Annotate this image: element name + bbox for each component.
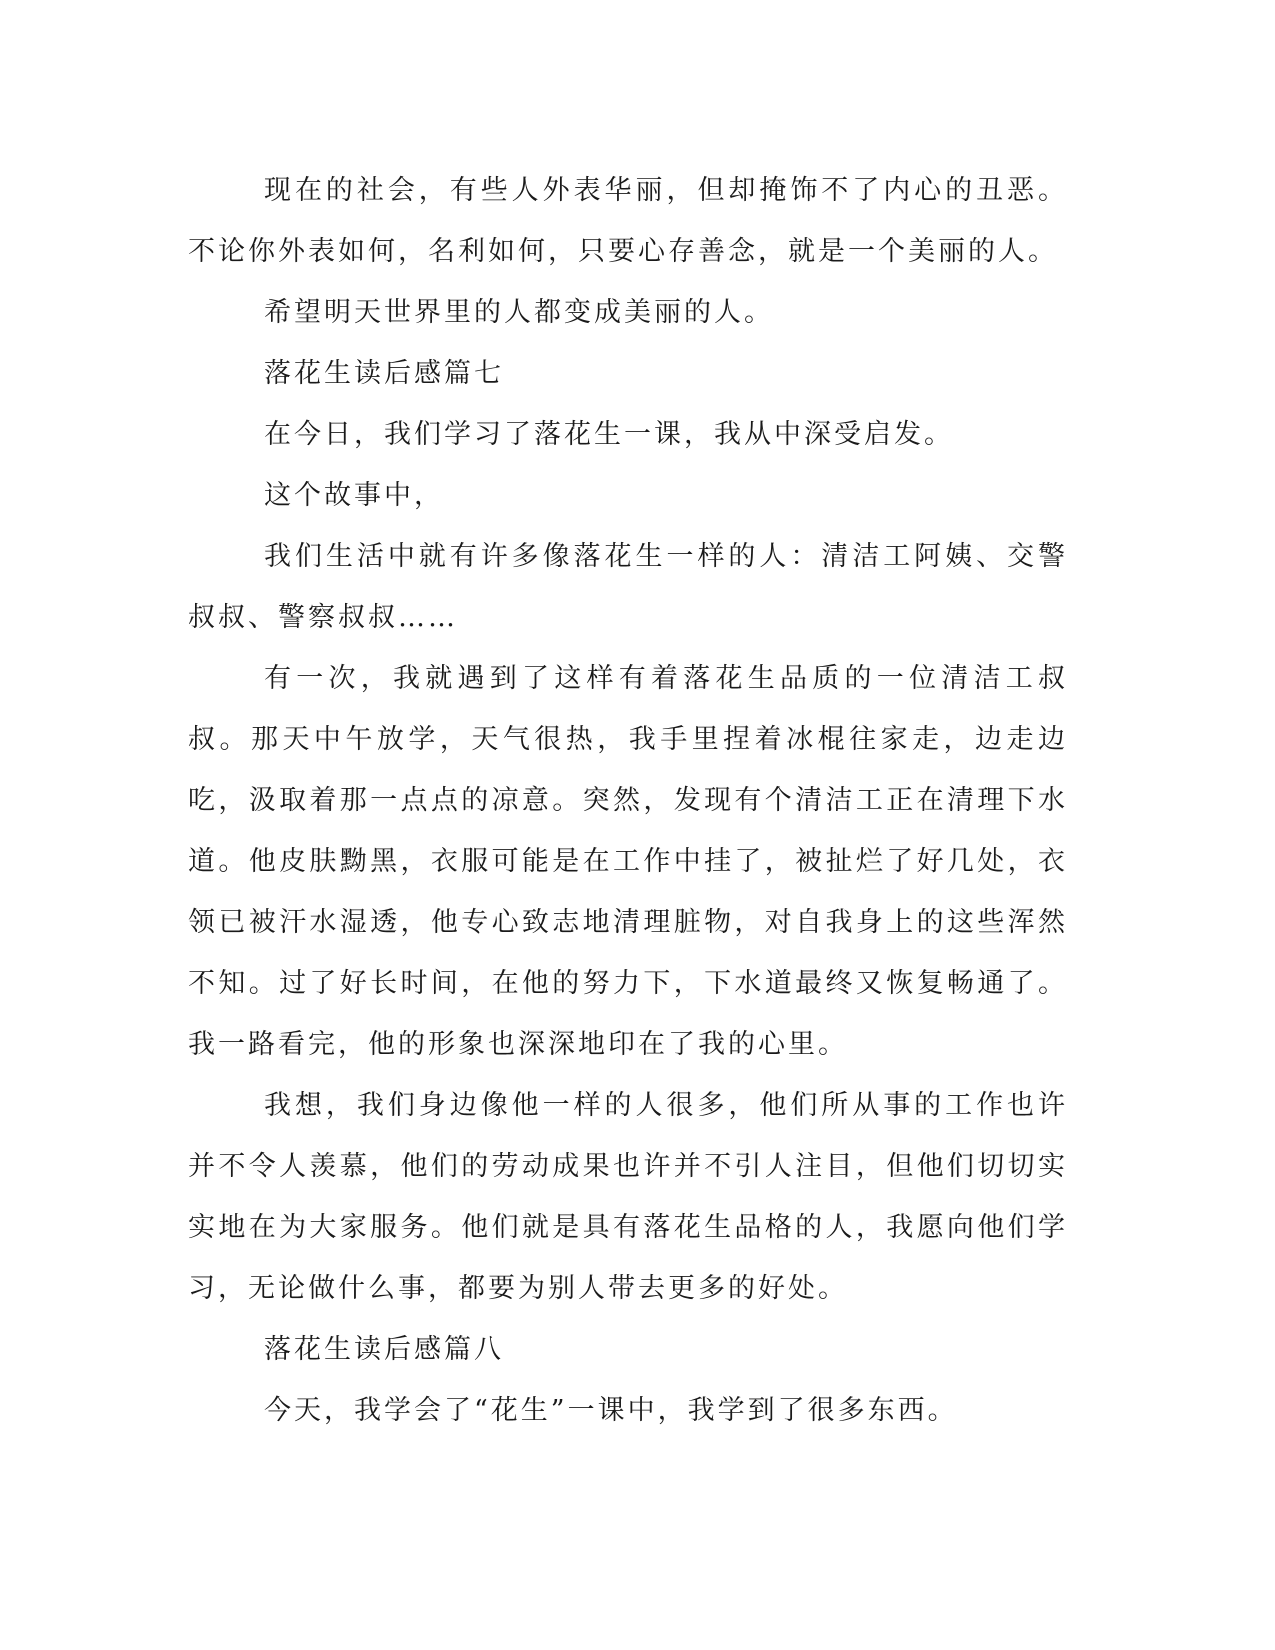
paragraph: 有一次，我就遇到了这样有着落花生品质的一位清洁工叔叔。那天中午放学，天气很热，我手里捏着冰棍往家走，边走边吃，汲取着那一点点的凉意。突然，发现有个清洁工正在清理下水道。他皮肤黝黑，衣服可能是在工作中挂了，被扯烂了好几处，衣领已被汗水湿透，他专心致志地清理脏物，对自我身上的这些浑然不知。过了好长时间，在他的努力下，下水道最终又恢复畅通了。我一路看完，他的形象也深深地印在了我的心里。 <box>188 663 1068 1060</box>
section-heading: 落花生读后感篇八 <box>264 1334 504 1365</box>
paragraph: 在今日，我们学习了落花生一课，我从中深受启发。 <box>264 419 954 450</box>
paragraph: 我想，我们身边像他一样的人很多，他们所从事的工作也许并不令人羡慕，他们的劳动成果也许并不引人注目，但他们切切实实地在为大家服务。他们就是具有落花生品格的人，我愿向他们学习，无论做什么事，都要为别人带去更多的好处。 <box>188 1090 1068 1304</box>
paragraph: 我们生活中就有许多像落花生一样的人：清洁工阿姨、交警叔叔、警察叔叔…… <box>188 541 1068 633</box>
paragraph: 希望明天世界里的人都变成美丽的人。 <box>264 297 774 328</box>
document-body <box>188 160 1068 1441</box>
paragraph: 这个故事中， <box>264 480 444 511</box>
section-heading: 落花生读后感篇七 <box>264 358 504 389</box>
paragraph: 今天，我学会了“花生”一课中，我学到了很多东西。 <box>264 1395 958 1426</box>
paragraph: 现在的社会，有些人外表华丽，但却掩饰不了内心的丑恶。不论你外表如何，名利如何，只要心存善念，就是一个美丽的人。 <box>188 175 1068 267</box>
